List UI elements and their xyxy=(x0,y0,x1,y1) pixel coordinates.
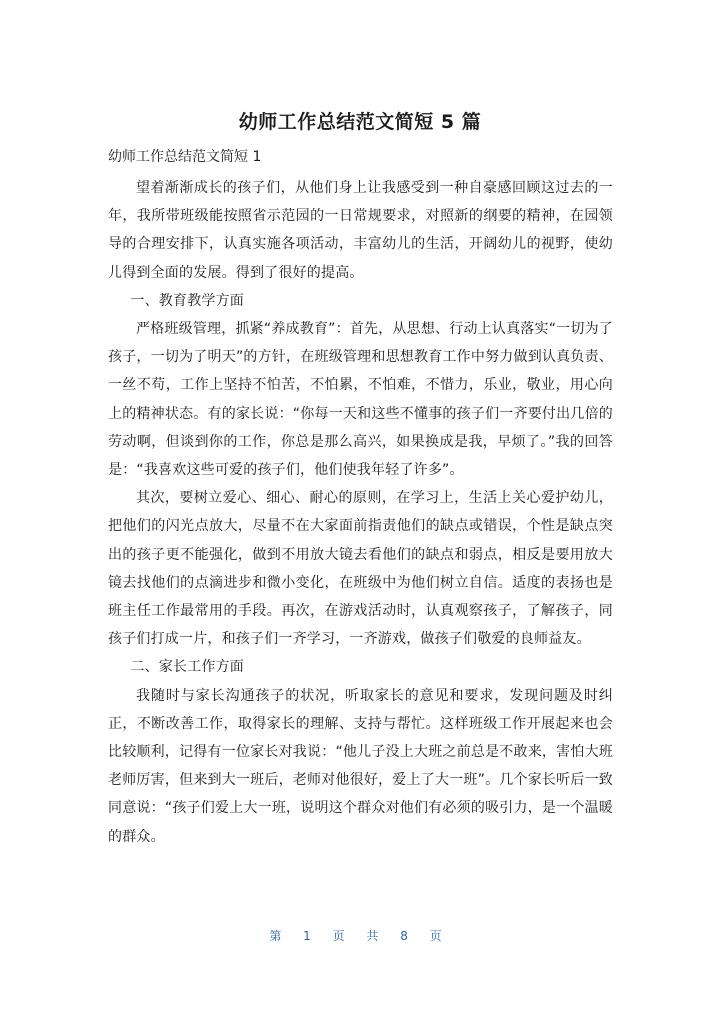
paragraph-care-principles: 其次，要树立爱心、细心、耐心的原则，在学习上，生活上关心爱护幼儿，把他们的闪光点放大，尽量不在大家面前指责他们的缺点或错误，个性是缺点突出的孩子更不能强化，做到不用放大镜去看他们的缺点和弱点，相反是要用放大镜去找他们的点滴进步和微小变化，在班级中为他们树立自信。适度的表扬也是班主任工作最常用的手段。再次，在游戏活动时，认真观察孩子，了解孩子，同孩子们打成一片，和孩子们一齐学习，一齐游戏，做孩子们敬爱的良师益友。 xyxy=(108,490,613,648)
section-heading-teaching: 一、教育教学方面 xyxy=(130,292,244,309)
document-title: 幼师工作总结范文简短 5 篇 xyxy=(238,111,482,133)
document-body xyxy=(108,174,613,851)
section-subtitle: 幼师工作总结范文简短 1 xyxy=(108,149,262,165)
page-number-footer: 第 1 页 共 8 页 xyxy=(269,929,451,943)
section-heading-parents: 二、家长工作方面 xyxy=(130,659,244,676)
paragraph-parent-communication: 我随时与家长沟通孩子的状况，听取家长的意见和要求，发现问题及时纠正，不断改善工作，取得家长的理解、支持与帮忙。这样班级工作开展起来也会比较顺利，记得有一位家长对我说：“他儿子没上大班之前总是不敢来，害怕大班老师厉害，但来到大一班后，老师对他很好，爱上了大一班”。几个家长听后一致同意说：“孩子们爱上大一班，说明这个群众对他们有必须的吸引力，是一个温暖的群众。 xyxy=(108,687,613,845)
paragraph-class-management: 严格班级管理，抓紧“养成教育”：首先，从思想、行动上认真落实“一切为了孩子，一切为了明天”的方针，在班级管理和思想教育工作中努力做到认真负责、一丝不苟，工作上坚持不怕苦，不怕累，不怕难，不惜力，乐业，敬业，用心向上的精神状态。有的家长说：“你每一天和这些不懂事的孩子们一齐要付出几倍的劳动啊，但谈到你的工作，你总是那么高兴，如果换成是我，早烦了。”我的回答是：“我喜欢这些可爱的孩子们，他们使我年轻了许多”。 xyxy=(108,321,613,479)
paragraph-intro: 望着渐渐成长的孩子们，从他们身上让我感受到一种自豪感回顾这过去的一年，我所带班级能按照省示范园的一日常规要求，对照新的纲要的精神，在园领导的合理安排下，认真实施各项活动，丰富幼儿的生活，开阔幼儿的视野，使幼儿得到全面的发展。得到了很好的提高。 xyxy=(108,180,613,281)
